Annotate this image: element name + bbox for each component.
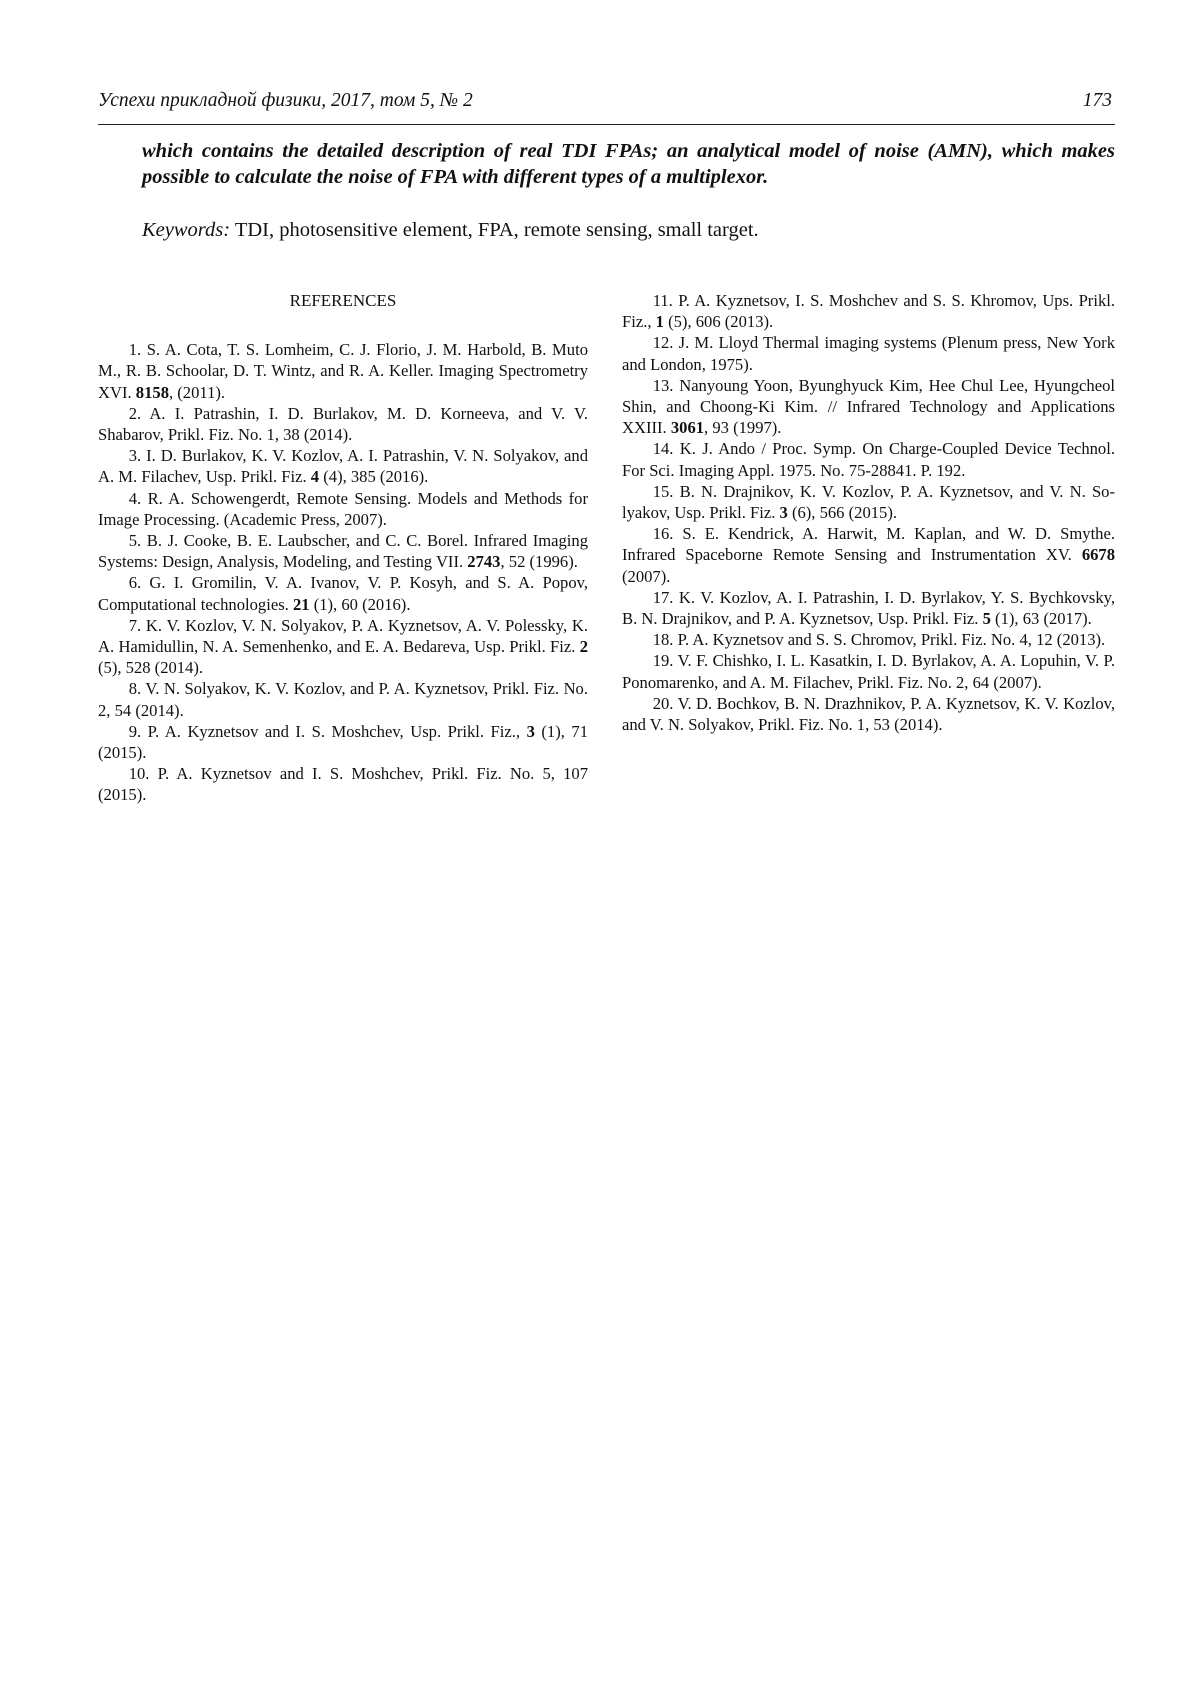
reference-text: (1), 71 (2015). (98, 721, 588, 763)
reference-text: 8. V. N. Solyakov, K. V. Kozlov, and P. A. Kyznetsov, Prikl. Fiz. No. 2, 54 (2014). (98, 679, 588, 720)
reference-item (98, 615, 588, 679)
reference-item (98, 403, 588, 445)
reference-volume: 2 (579, 637, 588, 657)
reference-text: , (2011). (168, 382, 226, 402)
reference-text: (1), 60 (2016). (309, 594, 411, 614)
reference-item (622, 290, 1115, 332)
reference-list-right (622, 290, 1115, 735)
reference-text: 18. P. A. Kyznetsov and S. S. Chromov, Prikl. Fiz. No. 4, 12 (2013). (652, 630, 1106, 650)
references-column-left (98, 290, 588, 806)
reference-item (622, 523, 1115, 587)
reference-text: 11. P. A. Kyznetsov, I. S. Moshchev and S. S. Khromov, Ups. Prikl. Fiz., (622, 291, 1115, 332)
reference-volume: 3061 (670, 418, 705, 438)
reference-text: , 52 (1996). (500, 552, 578, 572)
reference-text: (2007). (622, 566, 671, 586)
reference-item (622, 332, 1115, 374)
reference-text: 7. K. V. Kozlov, V. N. Solyakov, P. A. Kyznetsov, A. V. Polessky, K. A. Hamidullin, N. A. Semenhenko, and E. A. Bedareva, Usp. Prikl. Fiz. (98, 615, 588, 657)
reference-item (622, 629, 1115, 650)
reference-text: (5), 606 (2013). (663, 312, 774, 332)
journal-title: Успехи прикладной физики, 2017, том 5, № 2 (98, 90, 473, 111)
reference-volume: 3 (526, 721, 535, 741)
reference-volume: 3 (779, 503, 788, 523)
reference-item (98, 530, 588, 572)
keywords-label: Keywords: (142, 219, 231, 241)
keywords-text: TDI, photosensitive element, FPA, remote sensing, small target. (230, 219, 759, 241)
reference-item (98, 678, 588, 720)
reference-text: (5), 528 (2014). (98, 658, 204, 678)
reference-volume: 21 (292, 594, 310, 614)
reference-text: 14. K. J. Ando / Proc. Symp. On Charge-Coupled Device Technol. For Sci. Imaging Appl. 1975. No. 75-28841. P. 192. (622, 439, 1115, 480)
keywords (142, 217, 1115, 243)
reference-volume: 4 (310, 467, 320, 487)
reference-text: 10. P. A. Kyznetsov and I. S. Moshchev, Prikl. Fiz. No. 5, 107 (2015). (98, 764, 588, 805)
running-header (98, 90, 1115, 125)
reference-text: 16. S. E. Kendrick, A. Harwit, M. Kaplan, and W. D. Smythe. Infrared Spaceborne Remote Sensing and Instrumentation XV. (622, 524, 1115, 565)
reference-item (622, 481, 1115, 523)
reference-text: 3. I. D. Burlakov, K. V. Kozlov, A. I. Patrashin, V. N. Solyakov, and A. M. Filachev, Usp. Prikl. Fiz. (98, 446, 588, 487)
reference-volume: 6678 (1081, 545, 1115, 565)
reference-item (622, 650, 1115, 692)
reference-text: 19. V. F. Chishko, I. L. Kasatkin, I. D. Byrlakov, A. A. Lopuhin, V. P. Ponomarenko, and A. M. Filachev, Prikl. Fiz. No. 2, 64 (2007). (622, 651, 1115, 692)
reference-text: 13. Nanyoung Yoon, Byunghyuck Kim, Hee Chul Lee, Hyungcheol Shin, and Choong-Ki Kim. // Infrared Technology and Applications XXIII. (622, 375, 1115, 438)
reference-text: (4), 385 (2016). (319, 467, 429, 487)
reference-text: 2. A. I. Patrashin, I. D. Burlakov, M. D. Korneeva, and V. V. Shabarov, Prikl. Fiz. No. 1, 38 (2014). (98, 403, 588, 445)
reference-text: 5. B. J. Cooke, B. E. Laubscher, and C. C. Borel. Infrared Imaging Systems: Design, Analysis, Modeling, and Testing VII. (98, 531, 588, 572)
reference-item (622, 375, 1115, 439)
reference-item (622, 693, 1115, 735)
reference-text: 1. S. A. Cota, T. S. Lomheim, C. J. Florio, J. M. Harbold, B. Muto M., R. B. Schoolar, D. T. Wintz, and R. A. Keller. Imaging Spectrometry XVI. (98, 340, 588, 402)
reference-volume: 5 (982, 609, 991, 629)
reference-text: 4. R. A. Schowengerdt, Remote Sensing. Models and Methods for Image Processing. (Academic Press, 2007). (98, 488, 588, 529)
reference-text: 9. P. A. Kyznetsov and I. S. Moshchev, Usp. Prikl. Fiz., (128, 721, 527, 741)
reference-text: (6), 566 (2015). (787, 503, 898, 523)
reference-volume: 8158 (135, 382, 169, 402)
references-column-right (622, 290, 1115, 735)
reference-list-left (98, 339, 588, 805)
reference-text: 12. J. M. Lloyd Thermal imaging systems (Plenum press, New York and London, 1975). (622, 333, 1115, 374)
reference-text: 15. B. N. Drajnikov, K. V. Kozlov, P. A. Kyznetsov, and V. N. So-lyakov, Usp. Prikl. Fiz. (622, 481, 1115, 523)
reference-item (98, 721, 588, 763)
abstract-tail: which contains the detailed description of real TDI FPAs; an analytical model of noise (AMN), which makes possible to calculate the noise of FPA with different types of a multiplexor. (142, 140, 1115, 188)
reference-text: (1), 63 (2017). (990, 609, 1092, 629)
reference-text: 6. G. I. Gromilin, V. A. Ivanov, V. P. Kosyh, and S. A. Popov, Computational technologies. (98, 573, 588, 614)
reference-item (98, 445, 588, 487)
reference-text: 20. V. D. Bochkov, B. N. Drazhnikov, P. A. Kyznetsov, K. V. Kozlov, and V. N. Solyakov, Prikl. Fiz. No. 1, 53 (2014). (622, 693, 1115, 735)
reference-item (98, 572, 588, 614)
reference-item (98, 339, 588, 403)
reference-text: , 93 (1997). (704, 418, 782, 438)
reference-item (98, 488, 588, 530)
reference-volume: 1 (655, 312, 664, 332)
reference-volume: 2743 (467, 552, 501, 572)
references-heading: REFERENCES (289, 291, 397, 310)
page-number: 173 (1082, 90, 1112, 111)
reference-item (622, 587, 1115, 629)
reference-text: 17. K. V. Kozlov, A. I. Patrashin, I. D. Byrlakov, Y. S. Bychkovsky, B. N. Drajnikov, and P. A. Kyznetsov, Usp. Prikl. Fiz. (622, 587, 1115, 629)
reference-item (98, 763, 588, 805)
reference-item (622, 438, 1115, 480)
